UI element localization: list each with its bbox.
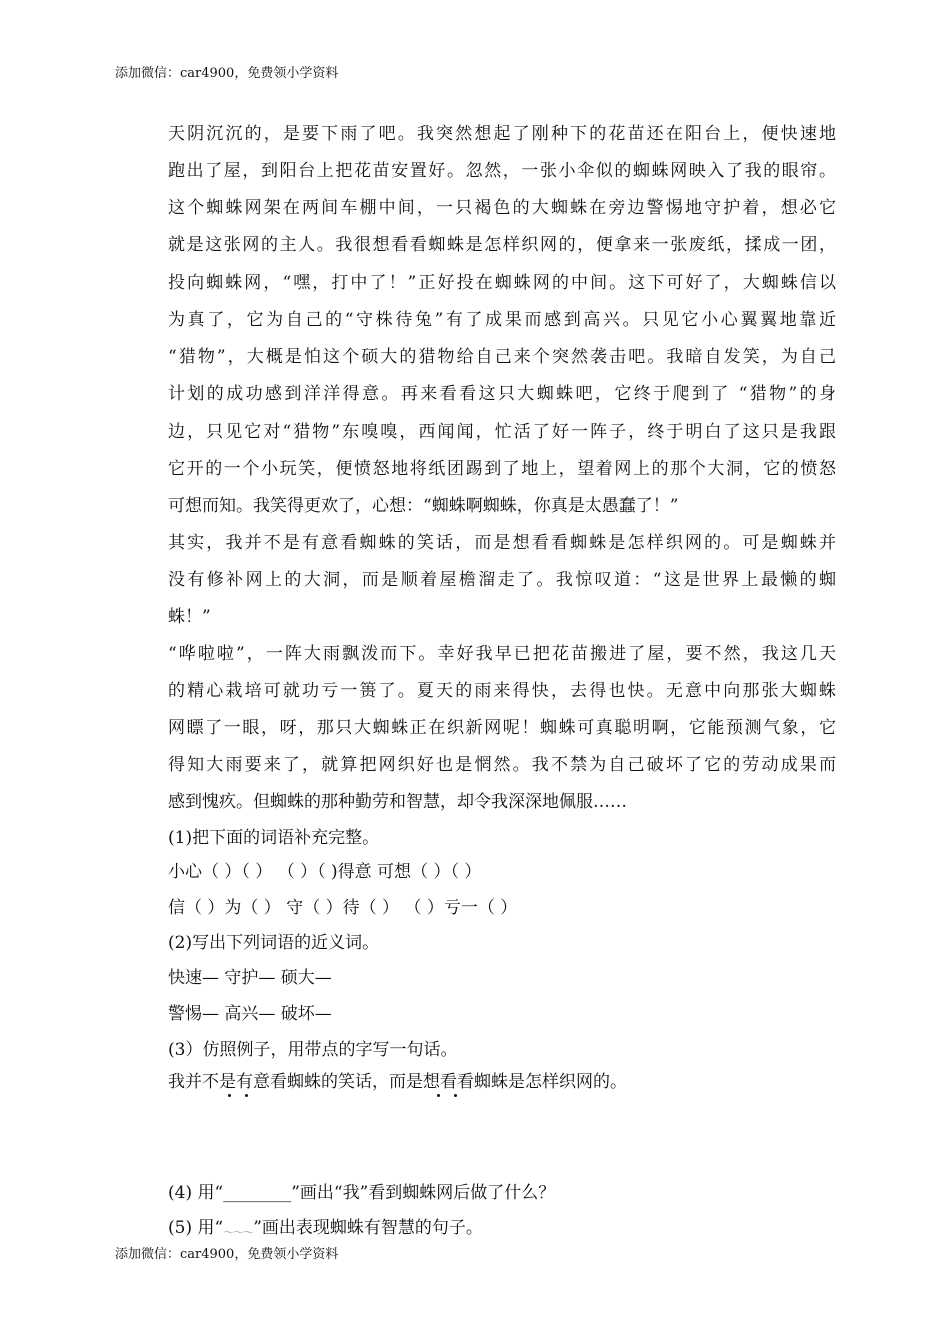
passage-line: 得知大雨要来了，就算把网织好也是惘然。我不禁为自己破坏了它的劳动成果而	[168, 755, 836, 775]
passage-line: 蛛！”	[168, 607, 211, 627]
passage-line: 计划的成功感到洋洋得意。再来看看这只大蜘蛛吧，它终于爬到了 “猎物”的身	[168, 384, 836, 404]
question-2-row-1: 快速— 守护— 硕大—	[168, 968, 332, 988]
passage-line: 跑出了屋，到阳台上把花苗安置好。忽然，一张小伞似的蜘蛛网映入了我的眼帘。	[168, 161, 836, 181]
emphasis-dot	[245, 1094, 248, 1097]
question-2-row-2: 警惕— 高兴— 破坏—	[168, 1004, 332, 1024]
question-1-row-2: 信（ ）为（ ） 守（ ）待（ ） （ ）亏一（ ）	[168, 898, 518, 918]
passage-line: 就是这张网的主人。我很想看看蜘蛛是怎样织网的，便拿来一张废纸，揉成一团，	[168, 235, 836, 255]
emphasis-dot	[454, 1094, 457, 1097]
question-1-title: (1)把下面的词语补充完整。	[168, 828, 380, 848]
page-footer: 添加微信：car4900，免费领小学资料	[115, 1247, 339, 1262]
passage-line: 可想而知。我笑得更欢了，心想：“蜘蛛啊蜘蛛，你真是太愚蠢了！”	[168, 496, 679, 516]
passage-line: 为真了，它为自己的“守株待兔”有了成果而感到高兴。只见它小心翼翼地靠近	[168, 310, 836, 330]
wavy-line-sample: ～～～	[223, 1226, 254, 1239]
passage-line: 没有修补网上的大洞，而是顺着屋檐溜走了。我惊叹道：“这是世界上最懒的蜘	[168, 570, 836, 590]
passage-line: 它开的一个小玩笑，便愤怒地将纸团踢到了地上，望着网上的那个大洞，它的愤怒	[168, 459, 836, 479]
question-5-text: ”画出表现蜘蛛有智慧的句子。	[253, 1218, 483, 1238]
question-4	[168, 1182, 555, 1204]
question-3-example: 我并不是有意看蜘蛛的笑话，而是想看看蜘蛛是怎样织网的。	[168, 1072, 627, 1092]
question-4-text: ”画出“我”看到蜘蛛网后做了什么？	[291, 1183, 556, 1203]
question-5-prefix: (5) 用“	[168, 1218, 224, 1238]
question-1-row-1: 小心（ ）（ ） （ ）（ )得意 可想（ ）（ ）	[168, 862, 482, 882]
question-3-title: (3）仿照例子，用带点的字写一句话。	[168, 1040, 458, 1060]
passage-line: 天阴沉沉的，是要下雨了吧。我突然想起了刚种下的花苗还在阳台上，便快速地	[168, 124, 836, 144]
question-5	[168, 1217, 483, 1244]
passage-line: 网瞟了一眼，呀，那只大蜘蛛正在织新网呢！蜘蛛可真聪明啊，它能预测气象，它	[168, 718, 836, 738]
passage-line: 的精心栽培可就功亏一篑了。夏天的雨来得快，去得也快。无意中向那张大蜘蛛	[168, 681, 836, 701]
passage-line: 其实，我并不是有意看蜘蛛的笑话，而是想看看蜘蛛是怎样织网的。可是蜘蛛并	[168, 533, 836, 553]
passage-line: 投向蜘蛛网，“嘿，打中了！”正好投在蜘蛛网的中间。这下可好了，大蜘蛛信以	[168, 273, 836, 293]
passage-line: “猎物”，大概是怕这个硕大的猎物给自己来个突然袭击吧。我暗自发笑，为自己	[168, 347, 836, 367]
question-4-prefix: (4) 用“	[168, 1183, 224, 1203]
emphasis-dot	[228, 1094, 231, 1097]
question-2-title: (2)写出下列词语的近义词。	[168, 933, 380, 953]
passage-line: 这个蜘蛛网架在两间车棚中间，一只褐色的大蜘蛛在旁边警惕地守护着，想必它	[168, 198, 836, 218]
emphasis-dot	[437, 1094, 440, 1097]
passage-line: “哗啦啦”，一阵大雨飘泼而下。幸好我早已把花苗搬进了屋，要不然，我这几天	[168, 644, 836, 664]
underline-sample: ________	[223, 1183, 292, 1203]
passage-line: 感到愧疚。但蜘蛛的那种勤劳和智慧，却令我深深地佩服……	[168, 792, 627, 812]
page-header: 添加微信：car4900，免费领小学资料	[115, 66, 339, 81]
passage-line: 边，只见它对“猎物”东嗅嗅，西闻闻，忙活了好一阵子，终于明白了这只是我跟	[168, 422, 836, 442]
